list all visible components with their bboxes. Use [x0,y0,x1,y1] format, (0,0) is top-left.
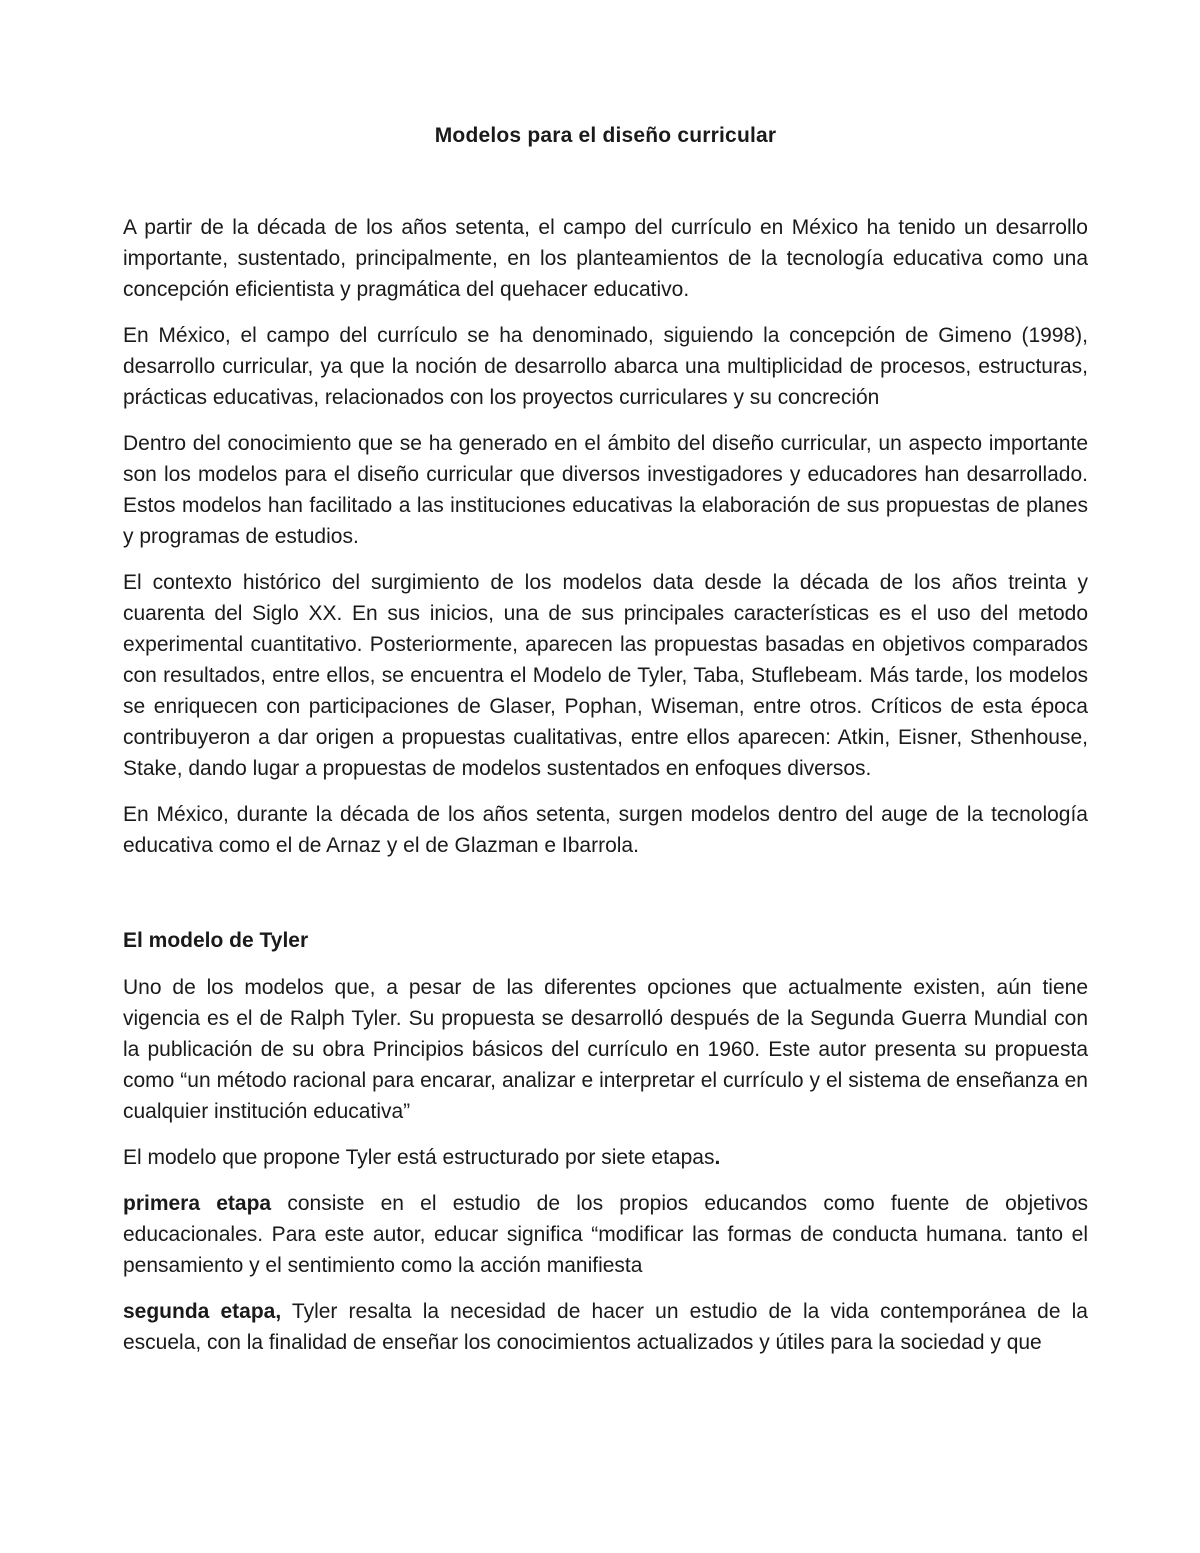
stage-2-text: Tyler resalta la necesidad de hacer un estudio de la vida contemporánea de la escuela, con la finalidad de enseñar los conocimientos actualizados y útiles para la sociedad y que [123,1300,1088,1354]
tyler-paragraph-2 [123,1142,1088,1173]
intro-paragraph-4: El contexto histórico del surgimiento de los modelos data desde la década de los años treinta y cuarenta del Siglo XX. En sus inicios, una de sus principales características es el uso del metodo experimental cuantitativo. Posteriormente, aparecen las propuestas basadas en objetivos comparados con resultados, entre ellos, se encuentra el Modelo de Tyler, Taba, Stuflebeam. Más tarde, los modelos se enriquecen con participaciones de Glaser, Pophan, Wiseman, entre otros. Críticos de esta época contribuyeron a dar origen a propuestas cualitativas, entre ellos aparecen: Atkin, Eisner, Sthenhouse, Stake, dando lugar a propuestas de modelos sustentados en enfoques diversos. [123,571,1088,780]
intro-paragraph-1: A partir de la década de los años setenta, el campo del currículo en México ha tenido un desarrollo importante, sustentado, principalmente, en los planteamientos de la tecnología educativa como una concepción eficientista y pragmática del quehacer educativo. [123,216,1088,301]
intro-paragraph-2: En México, el campo del currículo se ha denominado, siguiendo la concepción de Gimeno (1998), desarrollo curricular, ya que la noción de desarrollo abarca una multiplicidad de procesos, estructuras, prácticas educativas, relacionados con los proyectos curriculares y su concreción [123,324,1088,409]
stage-1-paragraph [123,1188,1088,1281]
section-heading-tyler: El modelo de Tyler [123,929,309,952]
stage-1-text: consiste en el estudio de los propios educandos como fuente de objetivos educacionales. Para este autor, educar significa “modificar las formas de conducta humana. tanto el pensamiento y el sentimiento como la acción manifiesta [123,1192,1088,1277]
intro-paragraph-3: Dentro del conocimiento que se ha generado en el ámbito del diseño curricular, un aspecto importante son los modelos para el diseño curricular que diversos investigadores y educadores han desarrollado. Estos modelos han facilitado a las instituciones educativas la elaboración de sus propuestas de planes y programas de estudios. [123,432,1088,548]
stage-2-paragraph [123,1296,1088,1358]
stage-1-label: primera etapa [123,1192,272,1215]
tyler-paragraph-2-period: . [714,1146,721,1169]
document-body [123,120,1088,1358]
document-title: Modelos para el diseño curricular [434,124,777,147]
tyler-paragraph-2-text: El modelo que propone Tyler está estructurado por siete etapas [123,1146,715,1169]
tyler-paragraph-1: Uno de los modelos que, a pesar de las diferentes opciones que actualmente existen, aún tiene vigencia es el de Ralph Tyler. Su propuesta se desarrolló después de la Segunda Guerra Mundial con la publicación de su obra Principios básicos del currículo en 1960. Este autor presenta su propuesta como “un método racional para encarar, analizar e interpretar el currículo y el sistema de enseñanza en cualquier institución educativa” [123,976,1088,1123]
stage-2-label: segunda etapa, [123,1300,282,1323]
intro-paragraph-5: En México, durante la década de los años setenta, surgen modelos dentro del auge de la tecnología educativa como el de Arnaz y el de Glazman e Ibarrola. [123,803,1088,857]
